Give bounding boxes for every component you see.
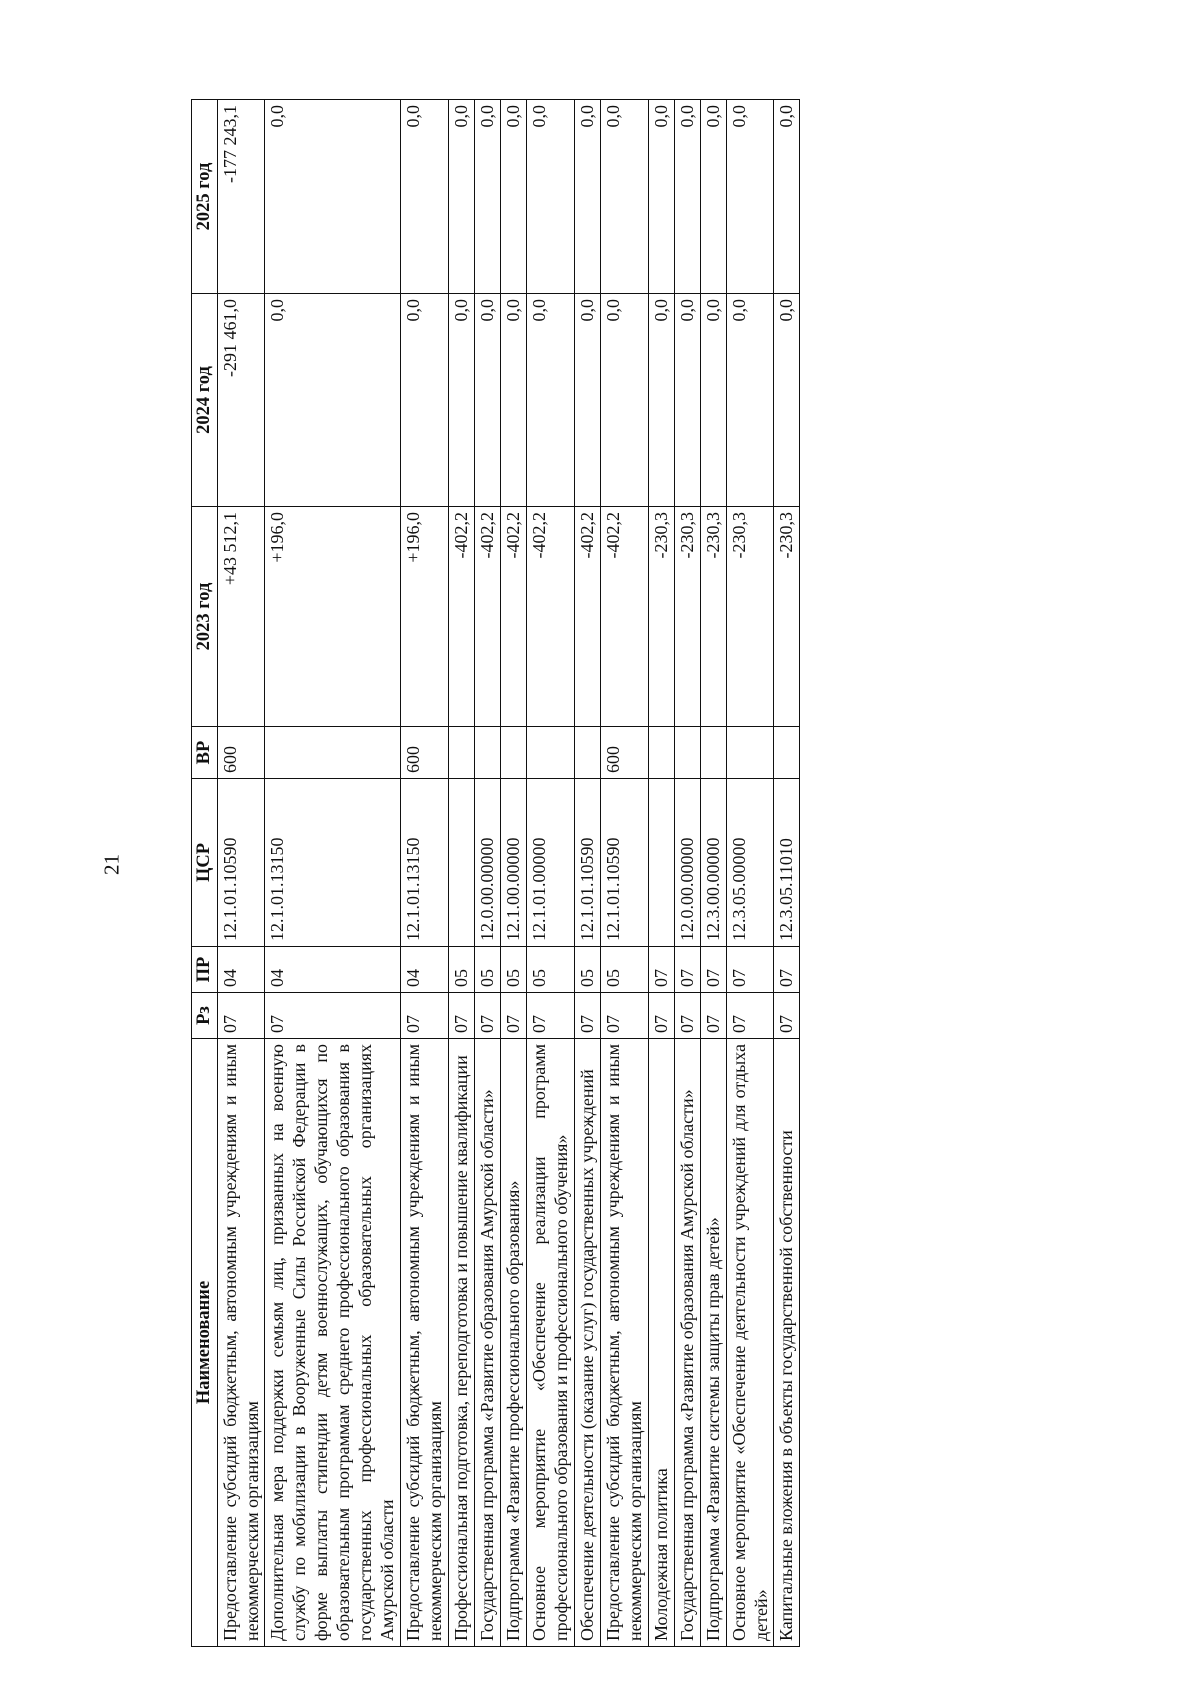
table-row (526, 100, 574, 1647)
row-2025: 0,0 (448, 100, 474, 294)
row-2025: 0,0 (264, 100, 400, 294)
row-name: Основное мероприятие «Обеспечение реализации программ профессионального образования и профессионального обучения» (526, 1039, 574, 1647)
row-2023: +43 512,1 (217, 507, 265, 727)
row-2024: -291 461,0 (217, 294, 265, 507)
row-csr: 12.3.05.00000 (726, 779, 774, 947)
row-pr: 05 (526, 947, 574, 993)
row-name: Основное мероприятие «Обеспечение деятельности учреждений для отдыха детей» (726, 1039, 774, 1647)
row-rz: 07 (648, 993, 674, 1039)
table-row (264, 100, 400, 1647)
table-row (574, 100, 600, 1647)
row-csr: 12.0.00.00000 (674, 779, 700, 947)
row-csr: 12.1.01.13150 (400, 779, 448, 947)
row-pr: 05 (600, 947, 648, 993)
header-pr: ПР (191, 947, 217, 993)
row-vr: 600 (400, 727, 448, 779)
row-2024: 0,0 (448, 294, 474, 507)
row-2024: 0,0 (264, 294, 400, 507)
row-2023: -402,2 (574, 507, 600, 727)
row-vr (474, 727, 500, 779)
row-vr (264, 727, 400, 779)
row-pr: 04 (217, 947, 265, 993)
row-rz: 07 (600, 993, 648, 1039)
row-name: Предоставление субсидий бюджетным, автономным учреждениям и иным некоммерческим организациям (400, 1039, 448, 1647)
row-rz: 07 (448, 993, 474, 1039)
row-csr (648, 779, 674, 947)
table-header-row (191, 100, 217, 1647)
row-rz: 07 (474, 993, 500, 1039)
row-vr (526, 727, 574, 779)
row-csr: 12.3.00.00000 (700, 779, 726, 947)
row-rz: 07 (574, 993, 600, 1039)
row-2023: -230,3 (726, 507, 774, 727)
table-row (600, 100, 648, 1647)
row-vr (773, 727, 799, 779)
row-2024: 0,0 (674, 294, 700, 507)
row-vr (500, 727, 526, 779)
table-row (400, 100, 448, 1647)
header-name: Наименование (191, 1039, 217, 1647)
row-2025: 0,0 (726, 100, 774, 294)
row-rz: 07 (674, 993, 700, 1039)
row-vr (574, 727, 600, 779)
row-2024: 0,0 (726, 294, 774, 507)
row-2024: 0,0 (526, 294, 574, 507)
row-name: Капитальные вложения в объекты государственной собственности (773, 1039, 799, 1647)
row-pr: 07 (700, 947, 726, 993)
row-rz: 07 (700, 993, 726, 1039)
table-row (500, 100, 526, 1647)
table-row (474, 100, 500, 1647)
row-2024: 0,0 (648, 294, 674, 507)
row-pr: 07 (648, 947, 674, 993)
row-vr: 600 (600, 727, 648, 779)
row-2024: 0,0 (700, 294, 726, 507)
row-2025: 0,0 (674, 100, 700, 294)
row-vr (674, 727, 700, 779)
row-2023: -402,2 (600, 507, 648, 727)
row-2025: 0,0 (400, 100, 448, 294)
row-2023: -230,3 (773, 507, 799, 727)
row-name: Подпрограмма «Развитие системы защиты прав детей» (700, 1039, 726, 1647)
row-pr: 07 (773, 947, 799, 993)
row-vr (448, 727, 474, 779)
row-pr: 07 (726, 947, 774, 993)
header-2024: 2024 год (191, 294, 217, 507)
row-name: Обеспечение деятельности (оказание услуг) государственных учреждений (574, 1039, 600, 1647)
table-row (773, 100, 799, 1647)
table-row (648, 100, 674, 1647)
row-2024: 0,0 (500, 294, 526, 507)
row-name: Дополнительная мера поддержки семьям лиц, призванных на военную службу по мобилизации в Вооруженные Силы Российской Федерации в форме выплаты стипендии детям военнослужащих, обучающихся по образовательным программам среднего профессионального образования в государственных профессиональных образовательных организациях Амурской области (264, 1039, 400, 1647)
row-2023: -230,3 (648, 507, 674, 727)
row-pr: 04 (400, 947, 448, 993)
row-pr: 05 (500, 947, 526, 993)
row-2023: -402,2 (448, 507, 474, 727)
row-2025: 0,0 (500, 100, 526, 294)
row-2025: 0,0 (574, 100, 600, 294)
row-rz: 07 (264, 993, 400, 1039)
header-csr: ЦСР (191, 779, 217, 947)
row-2023: -402,2 (526, 507, 574, 727)
row-pr: 05 (474, 947, 500, 993)
row-name: Подпрограмма «Развитие профессионального образования» (500, 1039, 526, 1647)
row-pr: 05 (448, 947, 474, 993)
header-2025: 2025 год (191, 100, 217, 294)
row-name: Предоставление субсидий бюджетным, автономным учреждениям и иным некоммерческим организациям (217, 1039, 265, 1647)
row-name: Предоставление субсидий бюджетным, автономным учреждениям и иным некоммерческим организациям (600, 1039, 648, 1647)
row-rz: 07 (526, 993, 574, 1039)
row-2025: 0,0 (700, 100, 726, 294)
row-name: Государственная программа «Развитие образования Амурской области» (674, 1039, 700, 1647)
row-name: Государственная программа «Развитие образования Амурской области» (474, 1039, 500, 1647)
row-csr: 12.1.01.13150 (264, 779, 400, 947)
row-2023: -230,3 (674, 507, 700, 727)
row-2024: 0,0 (400, 294, 448, 507)
row-csr: 12.1.00.00000 (500, 779, 526, 947)
row-rz: 07 (217, 993, 265, 1039)
row-csr: 12.1.01.10590 (600, 779, 648, 947)
header-rz: Рз (191, 993, 217, 1039)
row-2023: -402,2 (500, 507, 526, 727)
table-row (674, 100, 700, 1647)
table-row (217, 100, 265, 1647)
row-2024: 0,0 (773, 294, 799, 507)
row-vr (648, 727, 674, 779)
row-csr: 12.1.01.10590 (217, 779, 265, 947)
row-csr: 12.3.05.11010 (773, 779, 799, 947)
page-number: 21 (99, 854, 124, 875)
row-2023: -402,2 (474, 507, 500, 727)
row-2025: 0,0 (474, 100, 500, 294)
row-2025: 0,0 (600, 100, 648, 294)
row-csr (448, 779, 474, 947)
row-csr: 12.0.00.00000 (474, 779, 500, 947)
row-vr (700, 727, 726, 779)
row-2025: 0,0 (648, 100, 674, 294)
budget-table (191, 99, 800, 1647)
table-row (448, 100, 474, 1647)
row-2023: -230,3 (700, 507, 726, 727)
row-pr: 04 (264, 947, 400, 993)
row-name: Профессиональная подготовка, переподготовка и повышение квалификации (448, 1039, 474, 1647)
row-vr: 600 (217, 727, 265, 779)
row-2025: -177 243,1 (217, 100, 265, 294)
row-rz: 07 (400, 993, 448, 1039)
header-2023: 2023 год (191, 507, 217, 727)
row-2024: 0,0 (574, 294, 600, 507)
row-pr: 05 (574, 947, 600, 993)
row-rz: 07 (773, 993, 799, 1039)
row-2024: 0,0 (600, 294, 648, 507)
row-name: Молодежная политика (648, 1039, 674, 1647)
table-row (726, 100, 774, 1647)
row-csr: 12.1.01.00000 (526, 779, 574, 947)
row-rz: 07 (726, 993, 774, 1039)
row-rz: 07 (500, 993, 526, 1039)
header-vr: ВР (191, 727, 217, 779)
row-2024: 0,0 (474, 294, 500, 507)
row-csr: 12.1.01.10590 (574, 779, 600, 947)
row-vr (726, 727, 774, 779)
row-2023: +196,0 (400, 507, 448, 727)
row-2023: +196,0 (264, 507, 400, 727)
row-2025: 0,0 (526, 100, 574, 294)
row-2025: 0,0 (773, 100, 799, 294)
table-row (700, 100, 726, 1647)
row-pr: 07 (674, 947, 700, 993)
rotated-table-container (191, 100, 970, 1647)
